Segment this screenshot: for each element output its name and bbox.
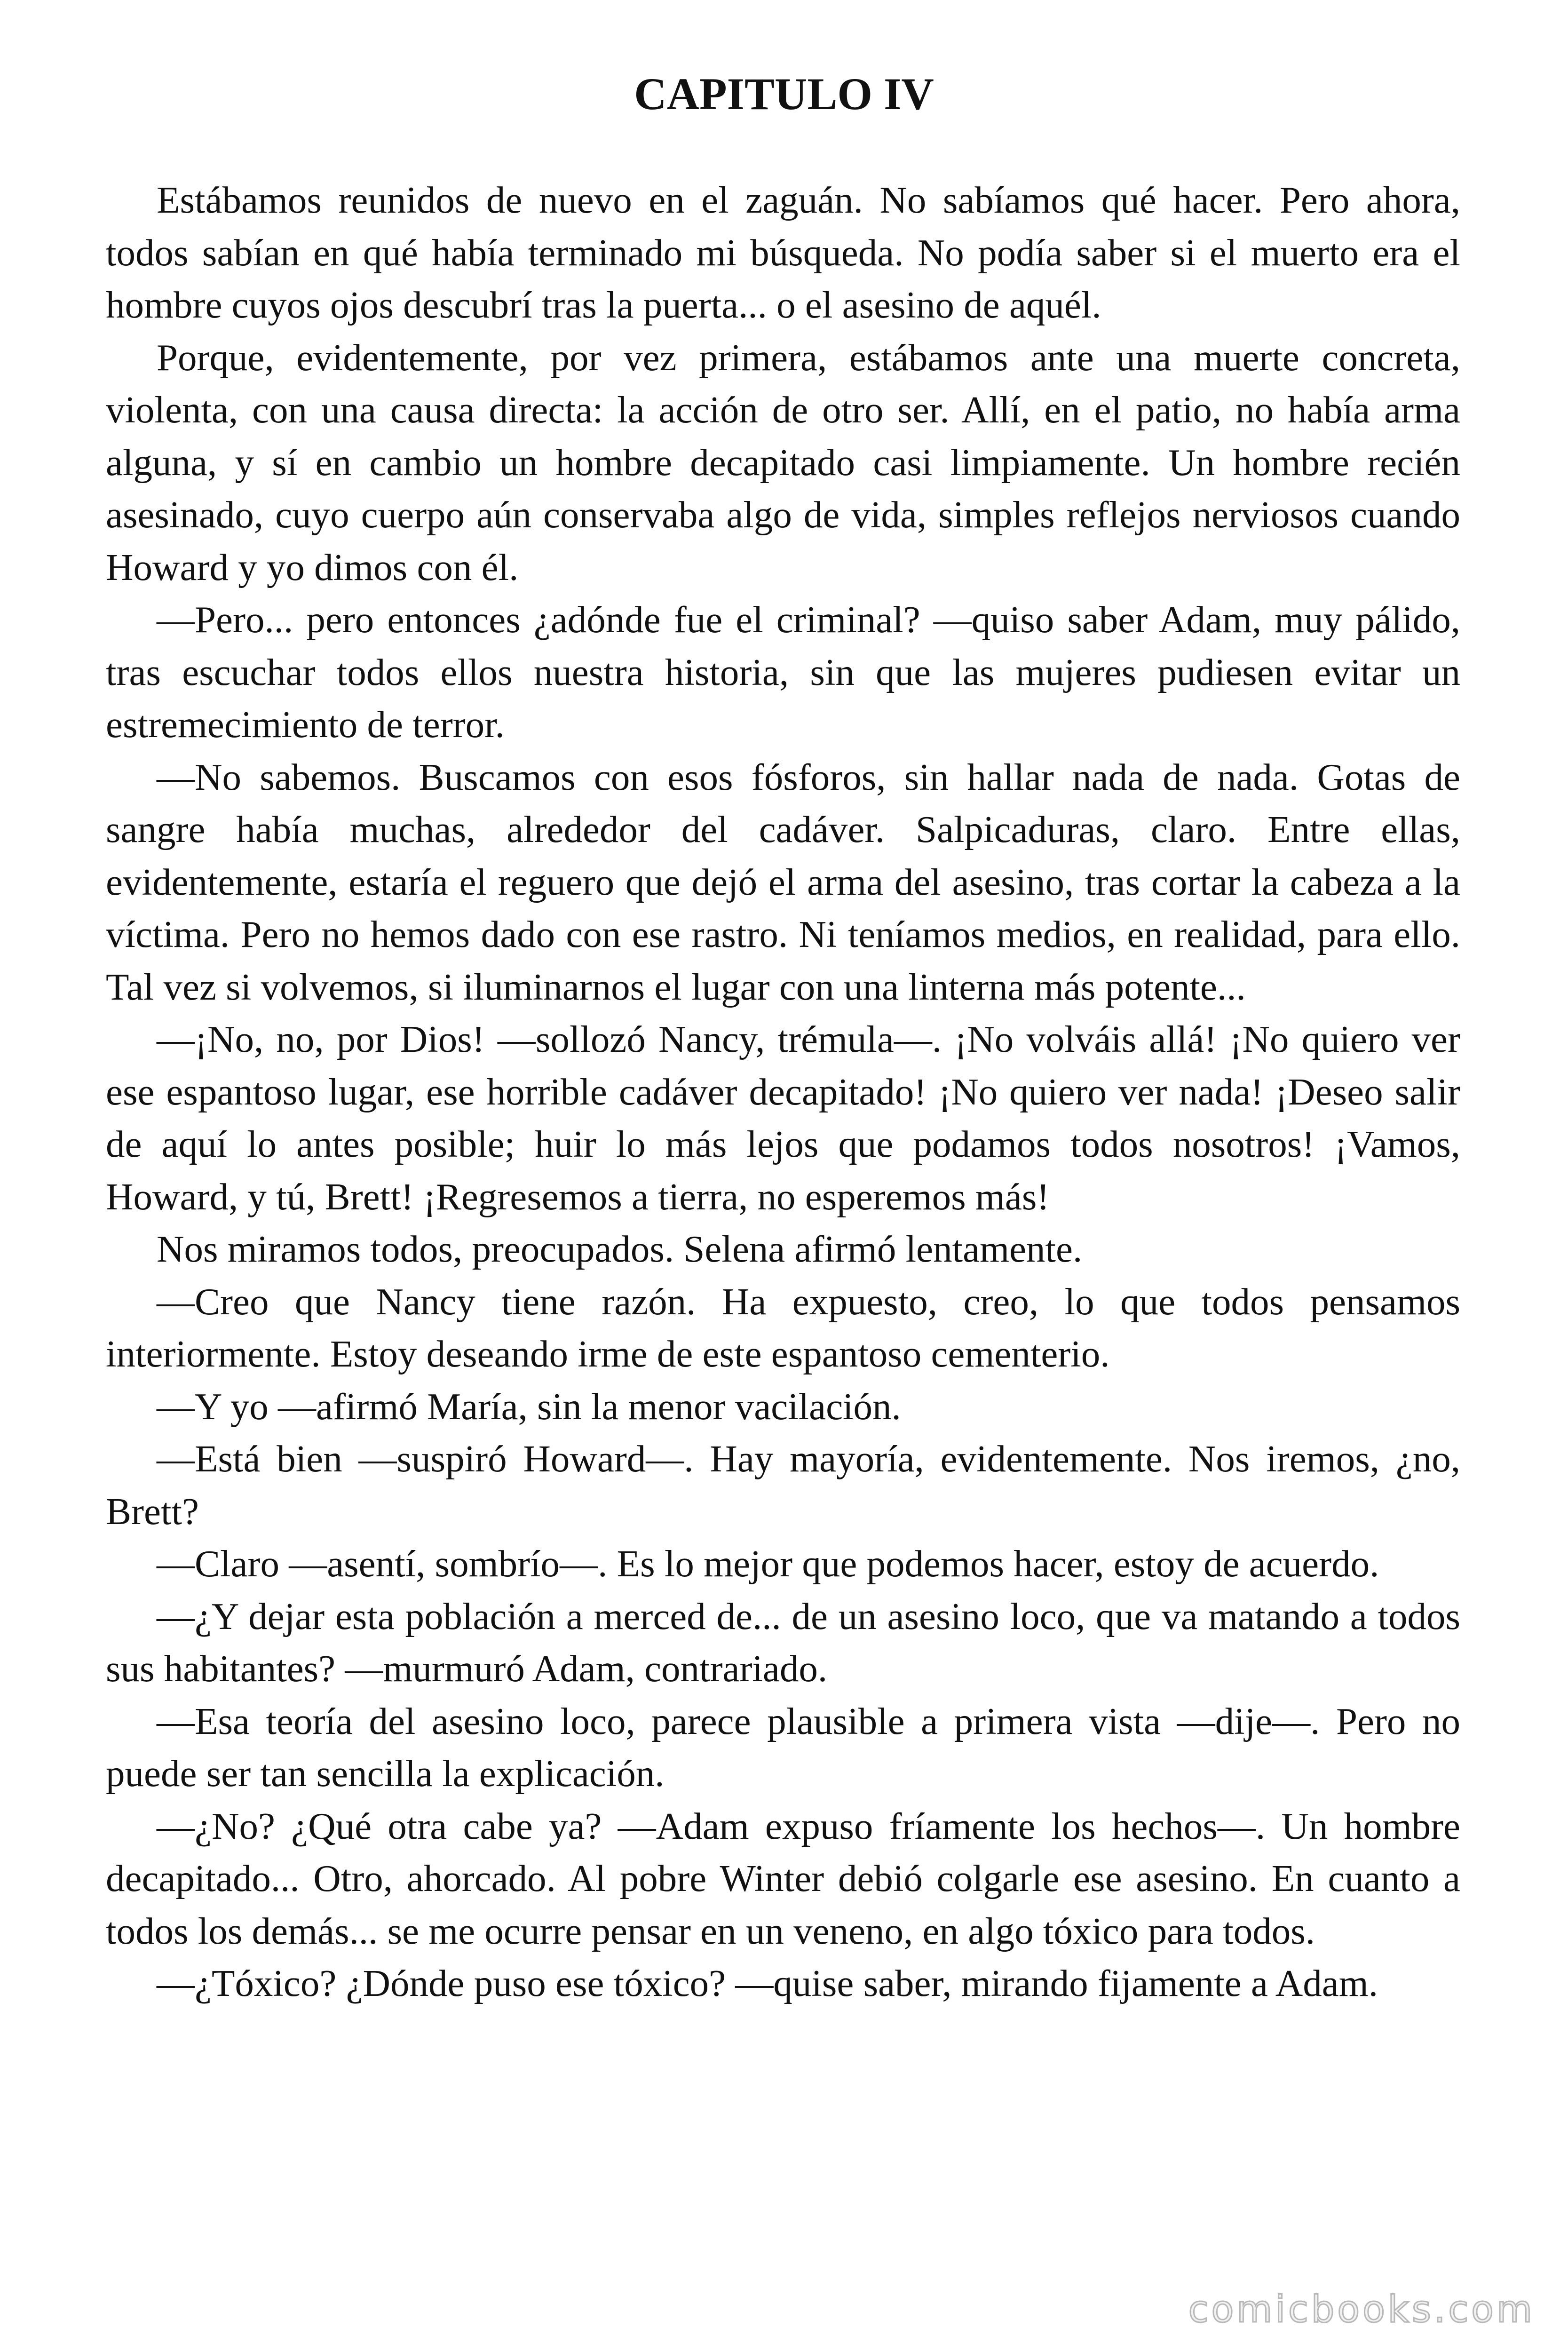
paragraph: —Esa teoría del asesino loco, parece plausible a primera vista —dije—. Pero no puede ser tan sencilla la explicación.: [106, 1700, 1460, 1795]
paragraph: —Está bien —suspiró Howard—. Hay mayoría, evidentemente. Nos iremos, ¿no, Brett?: [106, 1438, 1460, 1533]
chapter-title: CAPITULO IV: [634, 69, 934, 119]
paragraph: —¿No? ¿Qué otra cabe ya? —Adam expuso fríamente los hechos—. Un hombre decapitado... Otro, ahorcado. Al pobre Winter debió colgarle ese asesino. En cuanto a todos los demás... se me ocurre pensar en un veneno, en algo tóxico para todos.: [106, 1804, 1460, 1952]
paragraph: Nos miramos todos, preocupados. Selena afirmó lentamente.: [157, 1228, 1083, 1270]
paragraph: —Pero... pero entonces ¿adónde fue el criminal? —quiso saber Adam, muy pálido, tras escuchar todos ellos nuestra historia, sin que las mujeres pudiesen evitar un estremecimiento de terror.: [106, 598, 1460, 746]
paragraph: —¿Tóxico? ¿Dónde puso ese tóxico? —quise saber, mirando fijamente a Adam.: [157, 1962, 1378, 2004]
paragraph: Porque, evidentemente, por vez primera, estábamos ante una muerte concreta, violenta, con una causa directa: la acción de otro ser. Allí, en el patio, no había arma alguna, y sí en cambio un hombre decapitado casi limpiamente. Un hombre recién asesinado, cuyo cuerpo aún conservaba algo de vida, simples reflejos nerviosos cuando Howard y yo dimos con él.: [106, 336, 1460, 588]
paragraph: —¿Y dejar esta población a merced de... de un asesino loco, que va matando a todos sus habitantes? —murmuró Adam, contrariado.: [106, 1595, 1460, 1690]
paragraph: Estábamos reunidos de nuevo en el zaguán. No sabíamos qué hacer. Pero ahora, todos sabían en qué había terminado mi búsqueda. No podía saber si el muerto era el hombre cuyos ojos descubrí tras la puerta... o el asesino de aquél.: [106, 179, 1460, 326]
paragraph: —Creo que Nancy tiene razón. Ha expuesto, creo, lo que todos pensamos interiormente. Estoy deseando irme de este espantoso cementerio.: [106, 1280, 1460, 1375]
paragraph: —Y yo —afirmó María, sin la menor vacilación.: [157, 1385, 901, 1428]
paragraph: —Claro —asentí, sombrío—. Es lo mejor que podemos hacer, estoy de acuerdo.: [157, 1542, 1379, 1585]
paragraph: —No sabemos. Buscamos con esos fósforos, sin hallar nada de nada. Gotas de sangre había muchas, alrededor del cadáver. Salpicaduras, claro. Entre ellas, evidentemente, estaría el reguero que dejó el arma del asesino, tras cortar la cabeza a la víctima. Pero no hemos dado con ese rastro. Ni teníamos medios, en realidad, para ello. Tal vez si volvemos, si iluminarnos el lugar con una linterna más potente...: [106, 755, 1460, 1008]
paragraph: —¡No, no, por Dios! —sollozó Nancy, trémula—. ¡No volváis allá! ¡No quiero ver ese espantoso lugar, ese horrible cadáver decapitado! ¡No quiero ver nada! ¡Deseo salir de aquí lo antes posible; huir lo más lejos que podamos todos nosotros! ¡Vamos, Howard, y tú, Brett! ¡Regresemos a tierra, no esperemos más!: [106, 1018, 1460, 1218]
text-body: [106, 174, 1460, 2010]
watermark-text: comicbooks.com: [1188, 2288, 1535, 2331]
